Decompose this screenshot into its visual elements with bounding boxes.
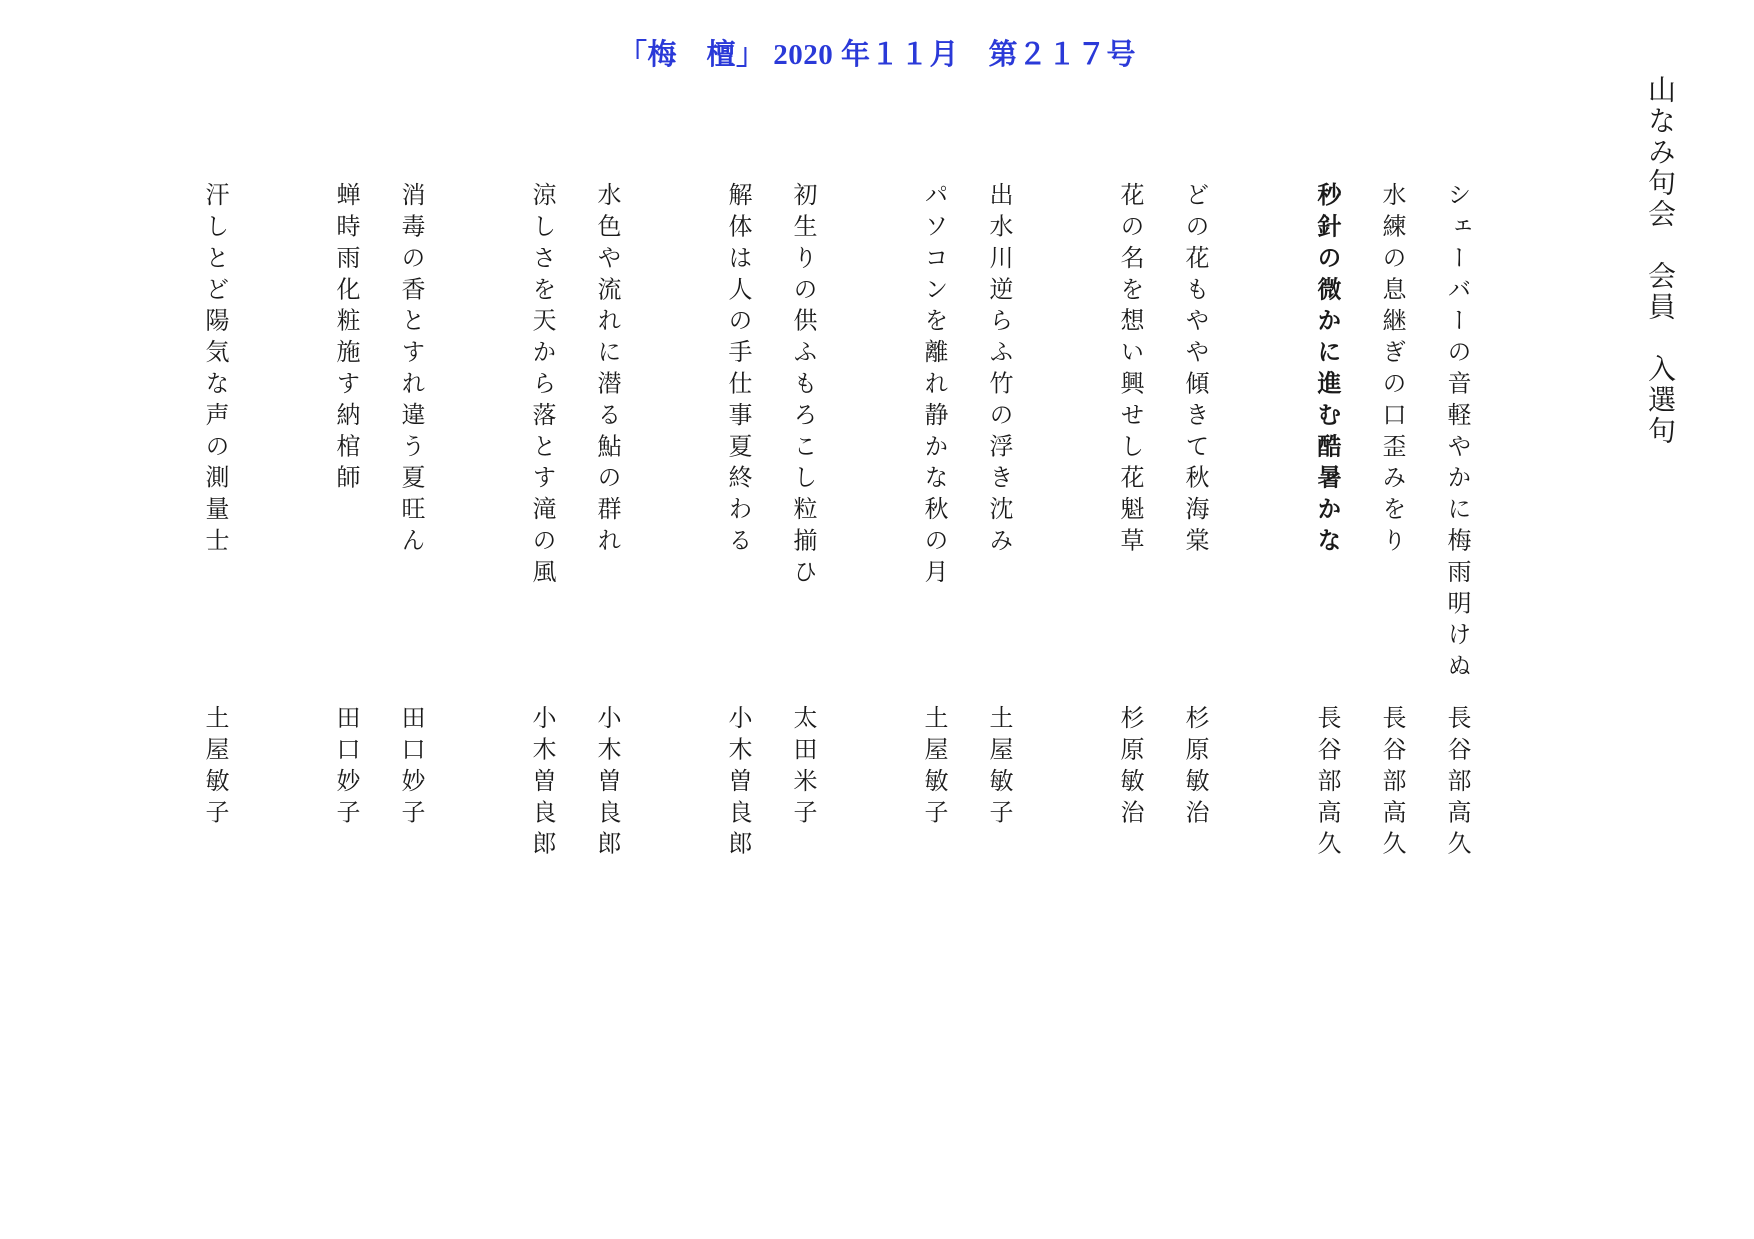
poem-text: 解体は人の手仕事夏終わる [724, 182, 752, 559]
poem-text: 花の名を想い興せし花魁草 [1116, 182, 1144, 559]
poem-author: 土屋敏子 [201, 705, 229, 831]
poem-author: 小木曽良郎 [724, 705, 752, 862]
poem-author: 杉原敏治 [1181, 705, 1209, 831]
poem-author: 長谷部高久 [1443, 705, 1471, 862]
poem-author: 長谷部高久 [1378, 705, 1406, 862]
poem-text: シェーバーの音軽やかに梅雨明けぬ [1443, 182, 1471, 685]
poem-text: 初生りの供ふもろこし粒揃ひ [789, 182, 817, 591]
poem-text: 秒針の微かに進む酷暑かな [1313, 182, 1342, 559]
poem-author: 土屋敏子 [920, 705, 948, 831]
poem-text: パソコンを離れ静かな秋の月 [920, 182, 948, 591]
poem-text: 水色や流れに潜る鮎の群れ [593, 182, 621, 559]
poem-author: 小木曽良郎 [593, 705, 621, 862]
poem-author: 田口妙子 [397, 705, 425, 831]
poem-author: 長谷部高久 [1313, 705, 1341, 862]
section-title: 山なみ句会 会員 入選句 [1644, 75, 1677, 447]
poem-author: 太田米子 [789, 705, 817, 831]
poem-text: 水練の息継ぎの口歪みをり [1378, 182, 1406, 559]
poem-text: 汗しとど陽気な声の測量士 [201, 182, 229, 559]
poem-author: 小木曽良郎 [528, 705, 556, 862]
page-header: 「梅 檀」 2020 年１１月 第２１７号 [617, 39, 1136, 71]
poem-text: どの花もやや傾きて秋海棠 [1181, 182, 1209, 559]
poem-text: 蝉時雨化粧施す納棺師 [332, 182, 360, 496]
poem-author: 土屋敏子 [985, 705, 1013, 831]
poem-author: 杉原敏治 [1116, 705, 1144, 831]
poem-text: 涼しさを天から落とす滝の風 [528, 182, 556, 591]
poem-text: 出水川逆らふ竹の浮き沈み [985, 182, 1013, 559]
poem-author: 田口妙子 [332, 705, 360, 831]
poem-text: 消毒の香とすれ違う夏旺ん [397, 182, 425, 559]
